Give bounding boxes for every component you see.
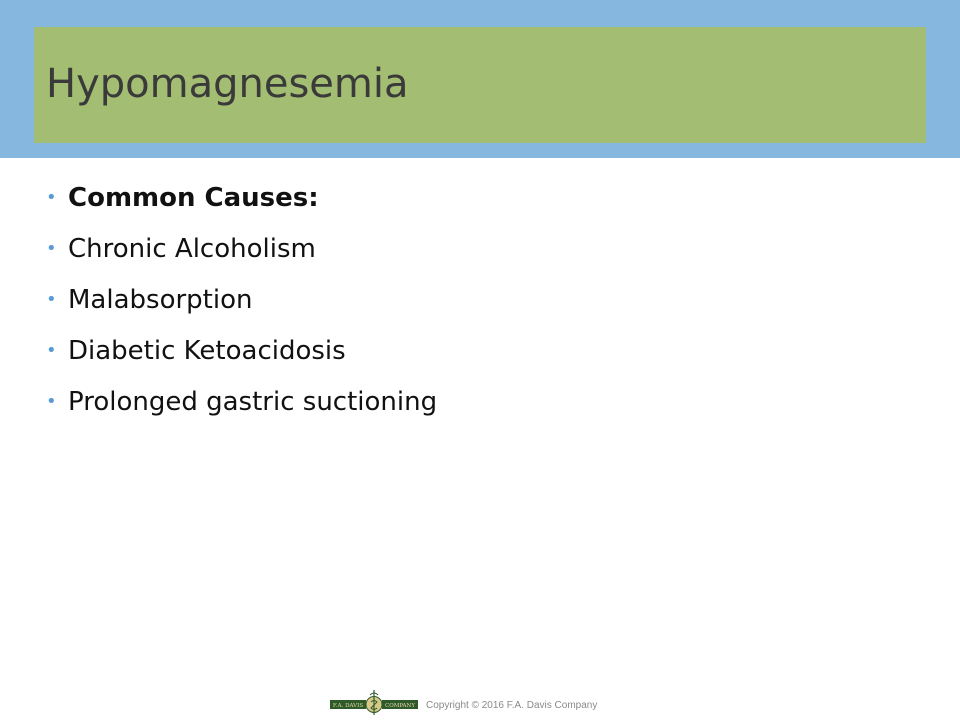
bullet-dot-icon: • [46,289,57,310]
bullet-item-chronic-alcoholism [46,225,437,276]
bullet-dot-icon: • [46,187,57,208]
bullet-item-malabsorption [46,276,437,327]
slide-title: Hypomagnesemia [46,61,409,107]
logo-text-right: COMPANY [385,703,415,709]
bullet-text: Common Causes: [68,183,319,213]
logo-text-left: F.A. DAVIS [332,703,364,709]
bullet-text: Diabetic Ketoacidosis [68,336,346,366]
bullet-dot-icon: • [46,391,57,412]
bullet-item-diabetic-ketoacidosis [46,327,437,378]
copyright-text: Copyright © 2016 F.A. Davis Company [426,700,598,711]
bullet-text: Malabsorption [68,285,253,315]
bullet-item-common-causes [46,174,437,225]
bullet-list [46,174,437,429]
bullet-item-prolonged-gastric-suctioning [46,378,437,429]
bullet-dot-icon: • [46,340,57,361]
bullet-text: Chronic Alcoholism [68,234,316,264]
bullet-text: Prolonged gastric suctioning [68,387,438,417]
fa-davis-logo [330,688,418,716]
bullet-dot-icon: • [46,238,57,259]
